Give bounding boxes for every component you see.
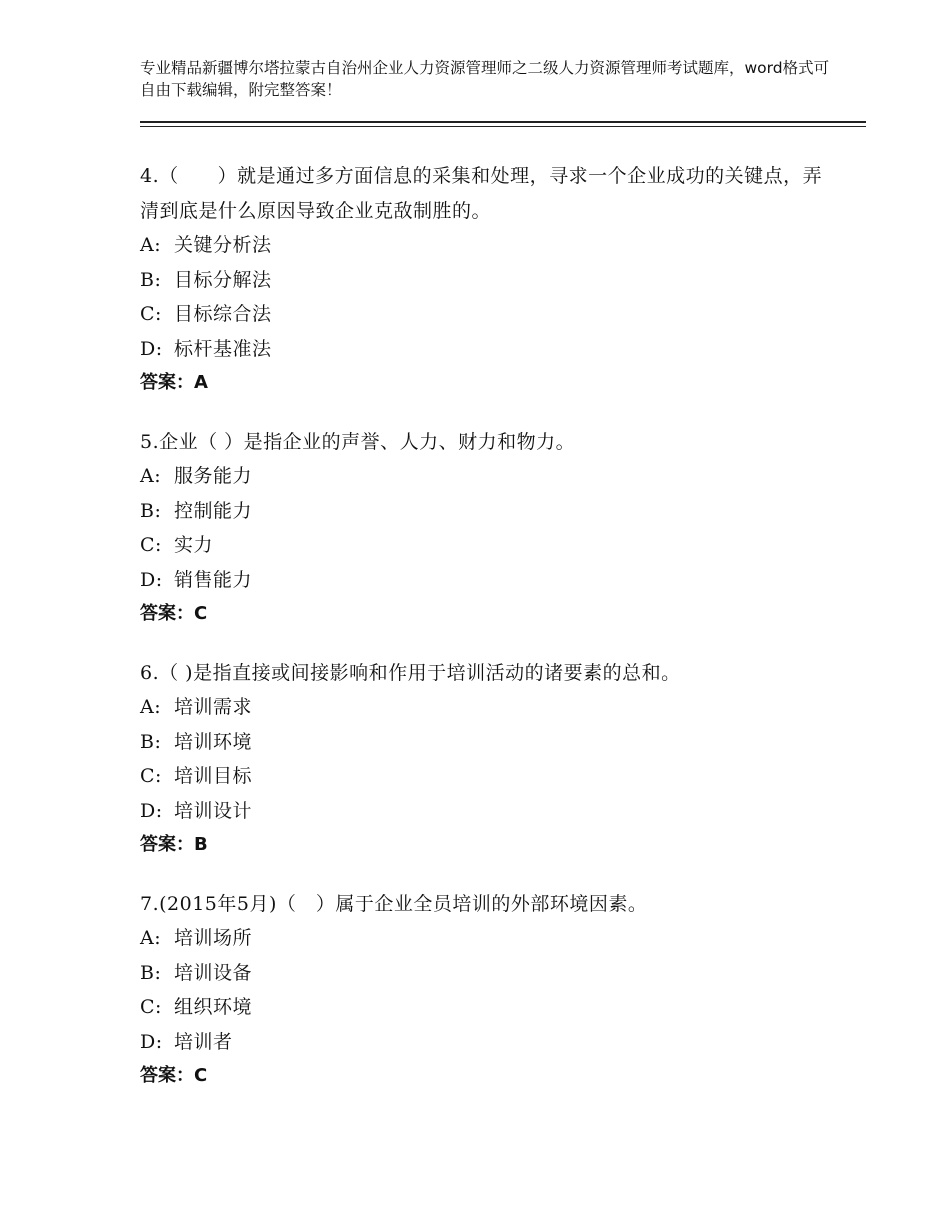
option-letter: A: [140,465,162,487]
option-letter: B: [140,961,162,984]
option-letter: A: [140,696,162,718]
option-letter: D: [140,1030,163,1053]
option-letter: B: [140,268,162,291]
option-letter: B: [140,499,162,522]
option-text: 关键分析法 [174,234,272,256]
option-letter: C: [140,996,162,1018]
option-letter: A: [140,234,162,256]
option-d [140,332,830,367]
question-stem: 7.(2015年5月)（ ）属于企业全员培训的外部环境因素。 [140,892,648,915]
answer-line [140,828,830,863]
answer-label: 答案： [140,1065,194,1086]
option-text: 培训目标 [174,765,253,787]
answer-value: B [194,834,208,855]
option-letter: C: [140,765,162,787]
option-letter: D: [140,337,163,360]
header-rule-thick [140,121,866,123]
option-text: 控制能力 [174,499,253,522]
option-text: 实力 [174,534,214,556]
option-text: 服务能力 [174,465,253,487]
option-text: 培训需求 [174,696,253,718]
option-a [140,690,830,725]
option-d [140,794,830,829]
option-text: 组织环境 [174,996,253,1018]
question-5 [140,425,830,632]
option-c [140,759,830,794]
question-stem: 6.（ )是指直接或间接影响和作用于培训活动的诸要素的总和。 [140,661,681,684]
question-stem: 5.企业（ ）是指企业的声誉、人力、财力和物力。 [140,430,576,453]
answer-value: C [194,1065,208,1086]
option-b [140,956,830,991]
option-d [140,563,830,598]
option-text: 目标综合法 [174,303,272,325]
option-a [140,459,830,494]
option-letter: D: [140,799,163,822]
question-stem: 4.（ ）就是通过多方面信息的采集和处理，寻求一个企业成功的关键点，弄清到底是什么原因导致企业克敌制胜的。 [140,165,823,222]
option-text: 培训者 [174,1030,233,1053]
header-rule-thin [140,126,866,127]
option-c [140,990,830,1025]
option-a [140,228,830,263]
answer-label: 答案： [140,372,194,393]
option-letter: B: [140,730,162,753]
document-header: 专业精品新疆博尔塔拉蒙古自治州企业人力资源管理师之二级人力资源管理师考试题库，word格式可自由下载编辑，附完整答案！ [140,59,830,99]
question-7 [140,887,830,1094]
question-list [140,159,830,1118]
option-letter: A: [140,927,162,949]
option-b [140,263,830,298]
option-text: 培训设计 [174,799,253,822]
option-text: 标杆基准法 [174,337,272,360]
option-b [140,494,830,529]
question-4 [140,159,830,401]
option-text: 培训设备 [174,961,253,984]
question-6 [140,656,830,863]
option-d [140,1025,830,1060]
option-text: 培训场所 [174,927,253,949]
answer-line [140,366,830,401]
answer-line [140,597,830,632]
option-c [140,528,830,563]
option-letter: C: [140,303,162,325]
answer-label: 答案： [140,603,194,624]
option-text: 销售能力 [174,568,253,591]
option-b [140,725,830,760]
option-c [140,297,830,332]
option-a [140,921,830,956]
option-letter: C: [140,534,162,556]
answer-label: 答案： [140,834,194,855]
answer-value: A [194,372,208,393]
option-letter: D: [140,568,163,591]
option-text: 培训环境 [174,730,253,753]
answer-line [140,1059,830,1094]
option-text: 目标分解法 [174,268,272,291]
answer-value: C [194,603,208,624]
